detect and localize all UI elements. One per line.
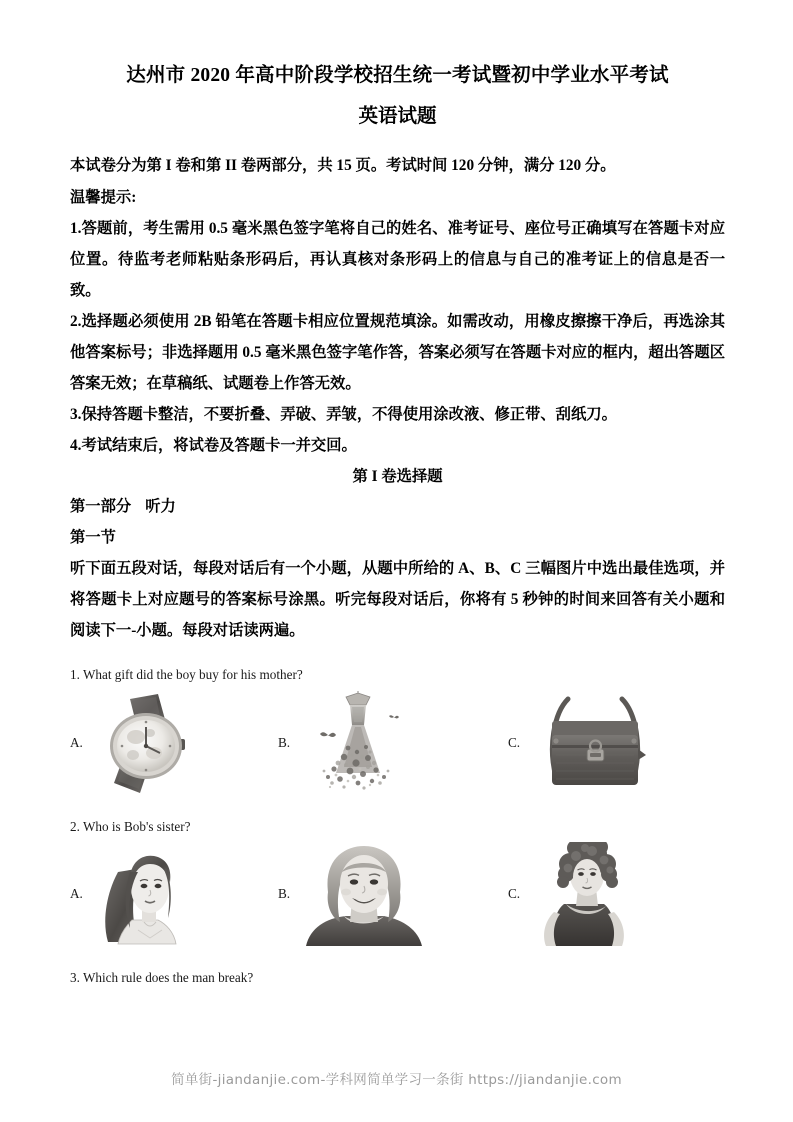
question-1 [70, 665, 725, 799]
handbag-image [530, 691, 660, 796]
question-1-option-c[interactable] [508, 691, 708, 799]
notice-item-3: 3.保持答题卡整洁，不要折叠、弄破、弄皱，不得使用涂改液、修正带、刮纸刀。 [70, 405, 617, 423]
question-1-option-b[interactable] [278, 691, 478, 799]
question-2-option-a[interactable] [70, 842, 270, 950]
long-hair-woman-image [92, 842, 204, 947]
notice-heading: 温馨提示: [70, 189, 137, 207]
option-label-a: A. [70, 886, 83, 902]
part-name: 听力 [145, 498, 176, 516]
part-label: 第一部分 [70, 498, 132, 516]
document-content [70, 0, 725, 988]
option-label-b: B. [278, 734, 291, 750]
exam-info-line: 本试卷分为第 I 卷和第 II 卷两部分，共 15 页。考试时间 120 分钟，满分 120 分。 [70, 156, 616, 174]
option-label-b: B. [278, 886, 291, 902]
question-1-text: 1. What gift did the boy buy for his mother? [70, 666, 303, 682]
listening-directions: 听下面五段对话，每段对话后有一个小题，从题中所给的 A、B、C 三幅图片中选出最佳选项，并将答题卡上对应题号的答案标号涂黑。听完每段对话后，你将有 5 秒钟的时间来回答有关小题和阅读下一-小题。每段对话读两遍。 [70, 560, 725, 639]
option-label-c: C. [508, 886, 521, 902]
question-2 [70, 817, 725, 951]
notice-item-4: 4.考试结束后，将试卷及答题卡一并交回。 [70, 436, 357, 454]
option-label-c: C. [508, 734, 521, 750]
wristwatch-image [92, 691, 210, 796]
page-title: 达州市 2020 年高中阶段学校招生统一考试暨初中学业水平考试 [126, 65, 669, 86]
question-2-text: 2. Who is Bob's sister? [70, 818, 191, 834]
question-3 [70, 968, 725, 988]
part-one-heading [70, 492, 725, 523]
section-one-heading: 第一节 [70, 529, 116, 547]
notice-item-2: 2.选择题必须使用 2B 铅笔在答题卡相应位置规范填涂。如需改动，用橡皮擦擦干净后，再选涂其他答案标号；非选择题用 0.5 毫米黑色签字笔作答，答案必须写在答题卡对应的框内，超出答题区答案无效；在草稿纸、试题卷上作答无效。 [70, 313, 725, 392]
short-curly-hair-woman-image [530, 842, 648, 947]
question-2-option-b[interactable] [278, 842, 488, 950]
question-1-options [70, 691, 725, 799]
footer-watermark: 简单街-jiandanjie.com-学科网简单学习一条街 https://jiandanjie.com [171, 1072, 622, 1088]
question-2-options [70, 842, 725, 950]
question-2-option-c[interactable] [508, 842, 708, 950]
question-1-option-a[interactable] [70, 691, 270, 799]
question-3-text: 3. Which rule does the man break? [70, 970, 254, 986]
notice-item-1: 1.答题前，考生需用 0.5 毫米黑色签字笔将自己的姓名、准考证号、座位号正确填写在答题卡对应位置。待监考老师粘贴条形码后，再认真核对条形码上的信息与自己的准考证上的信息是否一致。 [70, 220, 725, 300]
floral-dress-image [300, 691, 418, 796]
page-subtitle: 英语试题 [358, 106, 437, 128]
smiling-woman-portrait-image [300, 842, 428, 947]
option-label-a: A. [70, 734, 83, 750]
paper-section-heading: 第 I 卷选择题 [352, 467, 443, 485]
